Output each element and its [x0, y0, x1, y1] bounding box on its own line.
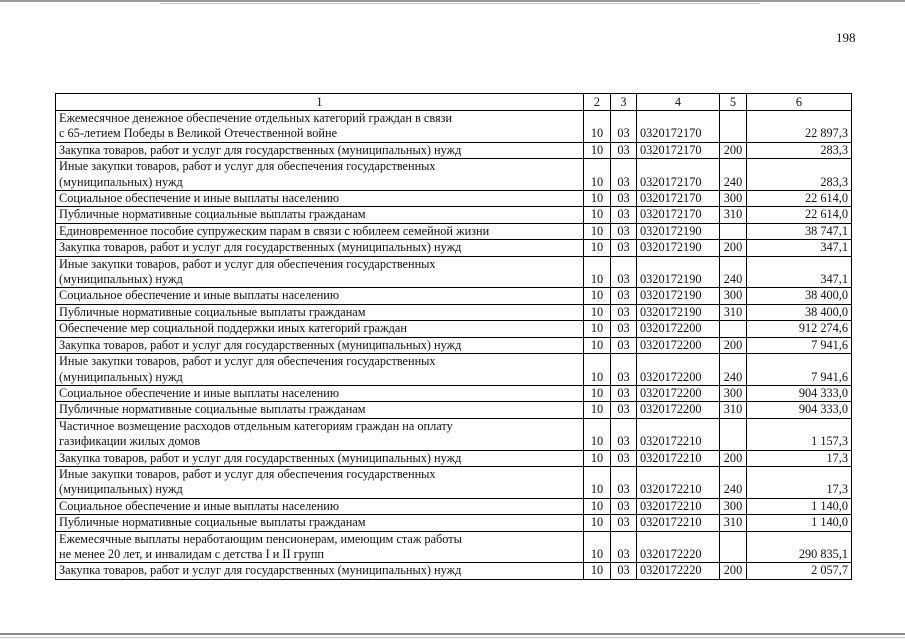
amount-cell: 7 941,6 [747, 337, 852, 353]
header-col-3: 3 [611, 94, 637, 111]
table-row [56, 354, 852, 386]
target-article-cell: 0320172190 [637, 256, 720, 288]
subsection-cell: 03 [611, 321, 637, 337]
section-cell: 10 [584, 385, 611, 401]
expense-type-cell: 200 [720, 240, 747, 256]
target-article-cell: 0320172170 [637, 111, 720, 143]
target-article-cell: 0320172210 [637, 466, 720, 498]
table-header-row [56, 94, 852, 111]
subsection-cell: 03 [611, 304, 637, 320]
expense-type-cell: 200 [720, 450, 747, 466]
subsection-cell: 03 [611, 498, 637, 514]
row-name-cell: Закупка товаров, работ и услуг для государственных (муниципальных) нужд [56, 337, 584, 353]
header-col-6: 6 [747, 94, 852, 111]
table-row [56, 111, 852, 143]
row-name-cell: Иные закупки товаров, работ и услуг для обеспечения государственных (муниципальных) нужд [56, 159, 584, 191]
amount-cell: 347,1 [747, 256, 852, 288]
section-cell: 10 [584, 563, 611, 579]
expense-type-cell [720, 223, 747, 239]
row-name-cell: Иные закупки товаров, работ и услуг для обеспечения государственных (муниципальных) нужд [56, 466, 584, 498]
table-row [56, 563, 852, 579]
target-article-cell: 0320172220 [637, 531, 720, 563]
subsection-cell: 03 [611, 142, 637, 158]
table-body [56, 111, 852, 580]
scan-top-edge-secondary [160, 3, 760, 4]
scan-top-edge [0, 0, 905, 2]
amount-cell: 22 614,0 [747, 191, 852, 207]
expense-type-cell: 240 [720, 354, 747, 386]
amount-cell: 38 747,1 [747, 223, 852, 239]
expense-type-cell: 310 [720, 515, 747, 531]
subsection-cell: 03 [611, 111, 637, 143]
target-article-cell: 0320172200 [637, 354, 720, 386]
expense-type-cell: 300 [720, 191, 747, 207]
row-name-cell: Единовременное пособие супружеским парам в связи с юбилеем семейной жизни [56, 223, 584, 239]
target-article-cell: 0320172210 [637, 418, 720, 450]
table-row [56, 337, 852, 353]
subsection-cell: 03 [611, 337, 637, 353]
amount-cell: 283,3 [747, 159, 852, 191]
row-name-cell: Ежемесячное денежное обеспечение отдельных категорий граждан в связи с 65-летием Победы в Великой Отечественной войне [56, 111, 584, 143]
header-col-1: 1 [56, 94, 584, 111]
budget-table [55, 93, 852, 580]
section-cell: 10 [584, 207, 611, 223]
target-article-cell: 0320172200 [637, 337, 720, 353]
section-cell: 10 [584, 354, 611, 386]
amount-cell: 283,3 [747, 142, 852, 158]
row-name-cell: Публичные нормативные социальные выплаты гражданам [56, 304, 584, 320]
target-article-cell: 0320172210 [637, 450, 720, 466]
section-cell: 10 [584, 321, 611, 337]
amount-cell: 22 614,0 [747, 207, 852, 223]
expense-type-cell: 300 [720, 385, 747, 401]
section-cell: 10 [584, 159, 611, 191]
table-row [56, 515, 852, 531]
amount-cell: 7 941,6 [747, 354, 852, 386]
target-article-cell: 0320172170 [637, 159, 720, 191]
expense-type-cell [720, 418, 747, 450]
row-name-cell: Закупка товаров, работ и услуг для государственных (муниципальных) нужд [56, 563, 584, 579]
section-cell: 10 [584, 402, 611, 418]
expense-type-cell: 300 [720, 288, 747, 304]
target-article-cell: 0320172190 [637, 223, 720, 239]
table-row [56, 466, 852, 498]
amount-cell: 38 400,0 [747, 304, 852, 320]
expense-type-cell: 300 [720, 498, 747, 514]
target-article-cell: 0320172190 [637, 240, 720, 256]
subsection-cell: 03 [611, 515, 637, 531]
target-article-cell: 0320172170 [637, 142, 720, 158]
section-cell: 10 [584, 288, 611, 304]
scan-bottom-edge [0, 633, 905, 635]
row-name-cell: Ежемесячные выплаты неработающим пенсионерам, имеющим стаж работы не менее 20 лет, и инвалидам с детства I и II групп [56, 531, 584, 563]
section-cell: 10 [584, 223, 611, 239]
subsection-cell: 03 [611, 531, 637, 563]
row-name-cell: Иные закупки товаров, работ и услуг для обеспечения государственных (муниципальных) нужд [56, 256, 584, 288]
table-row [56, 531, 852, 563]
subsection-cell: 03 [611, 207, 637, 223]
subsection-cell: 03 [611, 256, 637, 288]
row-name-cell: Социальное обеспечение и иные выплаты населению [56, 288, 584, 304]
header-col-2: 2 [584, 94, 611, 111]
amount-cell: 38 400,0 [747, 288, 852, 304]
amount-cell: 912 274,6 [747, 321, 852, 337]
amount-cell: 1 157,3 [747, 418, 852, 450]
amount-cell: 17,3 [747, 450, 852, 466]
table-row [56, 321, 852, 337]
expense-type-cell [720, 531, 747, 563]
page-number: 198 [836, 30, 856, 45]
subsection-cell: 03 [611, 354, 637, 386]
section-cell: 10 [584, 498, 611, 514]
target-article-cell: 0320172170 [637, 207, 720, 223]
table-row [56, 223, 852, 239]
table-row [56, 159, 852, 191]
amount-cell: 347,1 [747, 240, 852, 256]
row-name-cell: Социальное обеспечение и иные выплаты населению [56, 191, 584, 207]
target-article-cell: 0320172200 [637, 402, 720, 418]
subsection-cell: 03 [611, 418, 637, 450]
table-row [56, 256, 852, 288]
section-cell: 10 [584, 111, 611, 143]
expense-type-cell: 200 [720, 563, 747, 579]
row-name-cell: Иные закупки товаров, работ и услуг для обеспечения государственных (муниципальных) нужд [56, 354, 584, 386]
subsection-cell: 03 [611, 402, 637, 418]
amount-cell: 904 333,0 [747, 385, 852, 401]
table-row [56, 498, 852, 514]
table-row [56, 240, 852, 256]
expense-type-cell: 310 [720, 207, 747, 223]
subsection-cell: 03 [611, 159, 637, 191]
target-article-cell: 0320172190 [637, 288, 720, 304]
table-row [56, 191, 852, 207]
table-row [56, 450, 852, 466]
target-article-cell: 0320172200 [637, 385, 720, 401]
table-row [56, 402, 852, 418]
row-name-cell: Социальное обеспечение и иные выплаты населению [56, 498, 584, 514]
section-cell: 10 [584, 337, 611, 353]
section-cell: 10 [584, 304, 611, 320]
row-name-cell: Закупка товаров, работ и услуг для государственных (муниципальных) нужд [56, 142, 584, 158]
expense-type-cell: 240 [720, 256, 747, 288]
expense-type-cell: 310 [720, 402, 747, 418]
subsection-cell: 03 [611, 240, 637, 256]
header-col-5: 5 [720, 94, 747, 111]
target-article-cell: 0320172170 [637, 191, 720, 207]
section-cell: 10 [584, 515, 611, 531]
row-name-cell: Частичное возмещение расходов отдельным категориям граждан на оплату газификации жилых домов [56, 418, 584, 450]
expense-type-cell [720, 321, 747, 337]
amount-cell: 904 333,0 [747, 402, 852, 418]
row-name-cell: Закупка товаров, работ и услуг для государственных (муниципальных) нужд [56, 450, 584, 466]
row-name-cell: Публичные нормативные социальные выплаты гражданам [56, 207, 584, 223]
subsection-cell: 03 [611, 385, 637, 401]
amount-cell: 22 897,3 [747, 111, 852, 143]
section-cell: 10 [584, 142, 611, 158]
header-col-4: 4 [637, 94, 720, 111]
section-cell: 10 [584, 450, 611, 466]
table-row [56, 304, 852, 320]
row-name-cell: Закупка товаров, работ и услуг для государственных (муниципальных) нужд [56, 240, 584, 256]
expense-type-cell: 200 [720, 142, 747, 158]
subsection-cell: 03 [611, 450, 637, 466]
table-row [56, 142, 852, 158]
section-cell: 10 [584, 191, 611, 207]
expense-type-cell [720, 111, 747, 143]
target-article-cell: 0320172190 [637, 304, 720, 320]
target-article-cell: 0320172210 [637, 515, 720, 531]
amount-cell: 1 140,0 [747, 515, 852, 531]
section-cell: 10 [584, 240, 611, 256]
subsection-cell: 03 [611, 466, 637, 498]
section-cell: 10 [584, 466, 611, 498]
subsection-cell: 03 [611, 191, 637, 207]
target-article-cell: 0320172210 [637, 498, 720, 514]
subsection-cell: 03 [611, 563, 637, 579]
subsection-cell: 03 [611, 288, 637, 304]
expense-type-cell: 310 [720, 304, 747, 320]
section-cell: 10 [584, 256, 611, 288]
table-row [56, 288, 852, 304]
section-cell: 10 [584, 418, 611, 450]
target-article-cell: 0320172220 [637, 563, 720, 579]
scan-bottom-edge-secondary [0, 637, 905, 638]
row-name-cell: Публичные нормативные социальные выплаты гражданам [56, 515, 584, 531]
amount-cell: 290 835,1 [747, 531, 852, 563]
row-name-cell: Социальное обеспечение и иные выплаты населению [56, 385, 584, 401]
row-name-cell: Обеспечение мер социальной поддержки иных категорий граждан [56, 321, 584, 337]
amount-cell: 1 140,0 [747, 498, 852, 514]
amount-cell: 2 057,7 [747, 563, 852, 579]
expense-type-cell: 240 [720, 466, 747, 498]
table-row [56, 385, 852, 401]
amount-cell: 17,3 [747, 466, 852, 498]
expense-type-cell: 240 [720, 159, 747, 191]
table-row [56, 207, 852, 223]
row-name-cell: Публичные нормативные социальные выплаты гражданам [56, 402, 584, 418]
table-row [56, 418, 852, 450]
expense-type-cell: 200 [720, 337, 747, 353]
target-article-cell: 0320172200 [637, 321, 720, 337]
section-cell: 10 [584, 531, 611, 563]
subsection-cell: 03 [611, 223, 637, 239]
